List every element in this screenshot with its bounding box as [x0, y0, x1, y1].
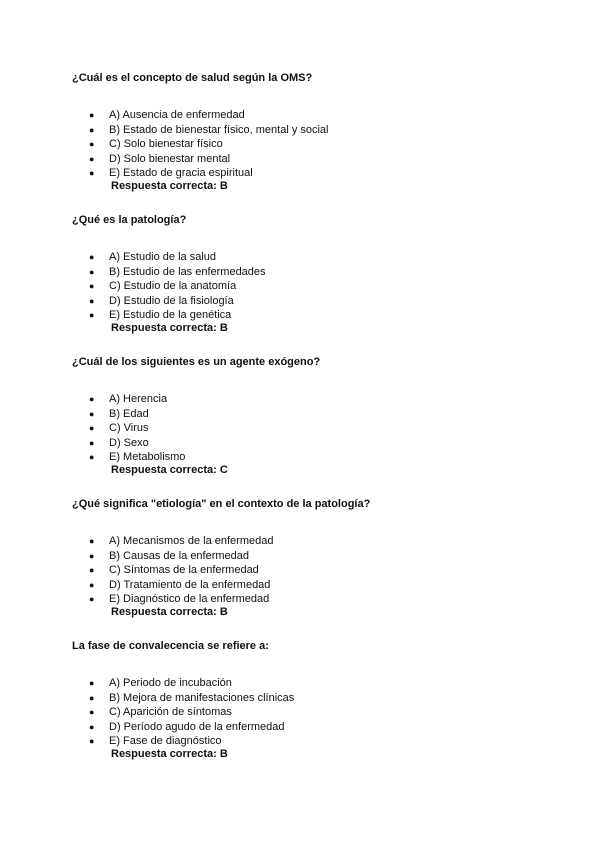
question-title: ¿Qué es la patología?	[72, 214, 187, 226]
correct-answer: Respuesta correcta: B	[111, 605, 228, 618]
bullet-icon: ●	[89, 736, 95, 747]
option-item	[72, 294, 572, 309]
option-item	[72, 308, 572, 323]
bullet-icon: ●	[89, 423, 95, 434]
option-item	[72, 676, 572, 691]
option-text: D) Sexo	[109, 436, 149, 449]
option-text: D) Solo bienestar mental	[109, 152, 231, 165]
options-list	[72, 676, 572, 749]
option-item	[72, 705, 572, 720]
question-title: La fase de convalecencia se refiere a:	[72, 640, 269, 652]
options-list	[72, 250, 572, 323]
bullet-icon: ●	[89, 550, 95, 561]
option-item	[72, 691, 572, 706]
bullet-icon: ●	[89, 110, 95, 120]
option-text: A) Estudio de la salud	[109, 251, 217, 263]
option-item	[72, 720, 572, 735]
bullet-icon: ●	[89, 565, 95, 576]
option-text: B) Estudio de las enfermedades	[109, 265, 266, 278]
bullet-icon: ●	[89, 168, 95, 179]
option-text: A) Herencia	[109, 393, 168, 405]
option-text: A) Mecanismos de la enfermedad	[109, 535, 274, 547]
bullet-icon: ●	[89, 721, 95, 732]
bullet-icon: ●	[89, 408, 95, 419]
options-list	[72, 108, 572, 181]
option-item	[72, 734, 572, 749]
question-title: ¿Cuál es el concepto de salud según la OMS?	[72, 72, 313, 84]
option-item	[72, 534, 572, 549]
question-block	[72, 71, 572, 193]
question-block	[72, 497, 572, 619]
option-item	[72, 108, 572, 123]
option-text: B) Edad	[109, 407, 149, 420]
option-item	[72, 563, 572, 578]
option-text: C) Aparición de síntomas	[109, 706, 232, 719]
bullet-icon: ●	[89, 124, 95, 135]
option-text: D) Tratamiento de la enfermedad	[109, 578, 271, 591]
option-text: A) Periodo de incubación	[109, 677, 232, 689]
question-title: ¿Qué significa "etiología" en el contexto de la patología?	[72, 498, 371, 510]
bullet-icon: ●	[89, 139, 95, 150]
bullet-icon: ●	[89, 707, 95, 718]
option-item	[72, 265, 572, 280]
correct-answer: Respuesta correcta: B	[111, 747, 228, 760]
bullet-icon: ●	[89, 437, 95, 448]
option-text: E) Estado de gracia espiritual	[109, 167, 253, 180]
option-item	[72, 436, 572, 451]
question-block	[72, 639, 572, 761]
option-item	[72, 407, 572, 422]
option-item	[72, 123, 572, 138]
question-title: ¿Cuál de los siguientes es un agente exógeno?	[72, 356, 321, 368]
option-text: B) Estado de bienestar físico, mental y social	[109, 123, 329, 136]
bullet-icon: ●	[89, 536, 95, 546]
option-text: C) Virus	[109, 422, 149, 435]
option-text: D) Estudio de la fisiología	[109, 294, 234, 307]
option-item	[72, 137, 572, 152]
option-item	[72, 392, 572, 407]
correct-answer: Respuesta correcta: B	[111, 179, 228, 192]
option-item	[72, 578, 572, 593]
option-item	[72, 592, 572, 607]
option-text: E) Estudio de la genética	[109, 309, 232, 322]
option-text: D) Período agudo de la enfermedad	[109, 720, 285, 733]
options-list	[72, 534, 572, 607]
bullet-icon: ●	[89, 295, 95, 306]
question-block	[72, 213, 572, 335]
option-text: C) Estudio de la anatomía	[109, 280, 237, 293]
correct-answer: Respuesta correcta: B	[111, 321, 228, 334]
option-text: E) Diagnóstico de la enfermedad	[109, 593, 270, 606]
bullet-icon: ●	[89, 579, 95, 590]
bullet-icon: ●	[89, 153, 95, 164]
options-list	[72, 392, 572, 465]
bullet-icon: ●	[89, 678, 95, 688]
option-text: C) Síntomas de la enfermedad	[109, 564, 259, 577]
option-text: E) Metabolismo	[109, 451, 186, 464]
option-text: E) Fase de diagnóstico	[109, 735, 222, 748]
option-text: B) Mejora de manifestaciones clínicas	[109, 691, 295, 704]
question-block	[72, 355, 572, 477]
option-item	[72, 166, 572, 181]
bullet-icon: ●	[89, 452, 95, 463]
option-item	[72, 279, 572, 294]
option-text: A) Ausencia de enfermedad	[109, 109, 245, 121]
bullet-icon: ●	[89, 692, 95, 703]
option-item	[72, 250, 572, 265]
option-item	[72, 450, 572, 465]
option-item	[72, 152, 572, 167]
bullet-icon: ●	[89, 281, 95, 292]
option-item	[72, 549, 572, 564]
correct-answer: Respuesta correcta: C	[111, 463, 228, 476]
option-item	[72, 421, 572, 436]
option-text: B) Causas de la enfermedad	[109, 549, 250, 562]
bullet-icon: ●	[89, 266, 95, 277]
bullet-icon: ●	[89, 310, 95, 321]
bullet-icon: ●	[89, 594, 95, 605]
bullet-icon: ●	[89, 394, 95, 404]
option-text: C) Solo bienestar físico	[109, 138, 223, 151]
bullet-icon: ●	[89, 252, 95, 262]
